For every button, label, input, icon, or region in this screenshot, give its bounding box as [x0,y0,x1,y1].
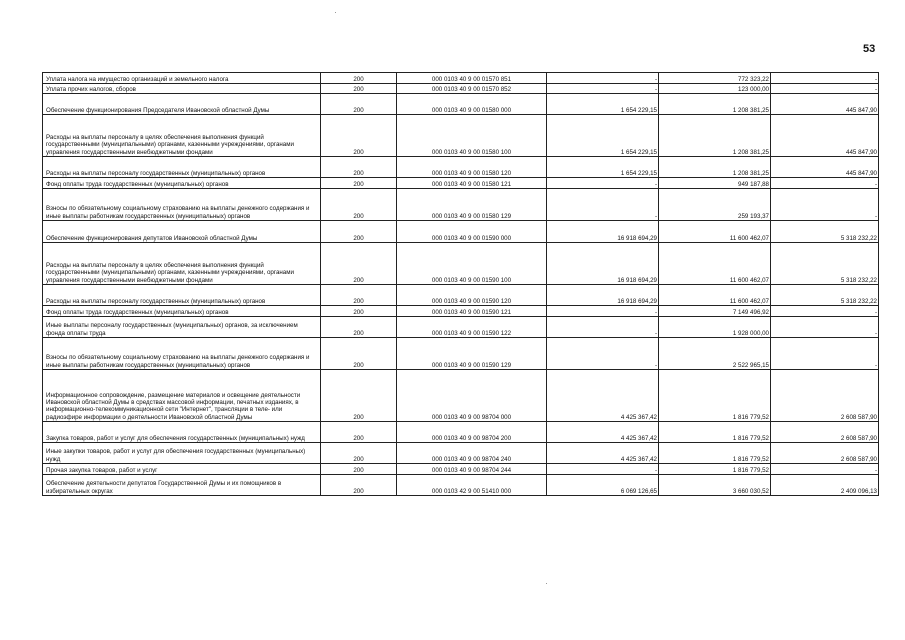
row-value-executed: 11 600 462,07 [659,285,771,306]
page-number: 53 [863,43,876,55]
row-value-unexecuted: - [771,178,879,189]
table-row [43,317,879,338]
row-value-approved: 16 918 694,29 [547,243,659,285]
row-value-executed: 2 522 965,15 [659,338,771,370]
row-budget-code: 000 0103 40 9 00 01590 129 [397,338,547,370]
row-budget-code: 000 0103 40 9 00 01580 120 [397,157,547,178]
row-budget-code: 000 0103 40 9 00 98704 000 [397,370,547,422]
table-row [43,422,879,443]
row-admin-code: 200 [321,189,397,221]
row-name: Расходы на выплаты персоналу в целях обеспечения выполнения функций государственными (муниципальными) органами, казенными учреждениями, органами управления государственными внебюджетными фондами [43,243,321,285]
row-value-unexecuted: - [771,84,879,94]
row-value-unexecuted: - [771,338,879,370]
row-name: Уплата налога на имущество организаций и земельного налога [43,73,321,84]
table-row [43,285,879,306]
row-value-executed: 772 323,22 [659,73,771,84]
row-name: Обеспечение функционирования Председателя Ивановской областной Думы [43,94,321,115]
row-value-unexecuted: 5 318 232,22 [771,243,879,285]
row-value-unexecuted: 2 409 096,13 [771,475,879,496]
row-value-executed: 11 600 462,07 [659,221,771,243]
table-row [43,443,879,464]
row-value-unexecuted: 2 608 587,90 [771,443,879,464]
row-value-unexecuted: 5 318 232,22 [771,221,879,243]
row-budget-code: 000 0103 40 9 00 01570 852 [397,84,547,94]
row-value-approved: 4 425 367,42 [547,443,659,464]
table-row [43,338,879,370]
row-budget-code: 000 0103 40 9 00 98704 244 [397,464,547,475]
row-value-executed: 1 816 779,52 [659,464,771,475]
table-row [43,221,879,243]
table-row [43,115,879,157]
row-admin-code: 200 [321,243,397,285]
row-value-unexecuted: - [771,189,879,221]
row-name: Взносы по обязательному социальному страхованию на выплаты денежного содержания и иные выплаты работникам государственных (муниципальных) органов [43,338,321,370]
row-value-executed: 1 208 381,25 [659,94,771,115]
row-budget-code: 000 0103 40 9 00 01580 129 [397,189,547,221]
row-value-unexecuted: 5 318 232,22 [771,285,879,306]
row-value-approved: 16 918 694,29 [547,285,659,306]
row-value-approved: 4 425 367,42 [547,370,659,422]
row-name: Прочая закупка товаров, работ и услуг [43,464,321,475]
row-admin-code: 200 [321,317,397,338]
table-row [43,306,879,317]
row-value-unexecuted: 445 847,90 [771,94,879,115]
table-row [43,73,879,84]
row-name: Расходы на выплаты персоналу государственных (муниципальных) органов [43,157,321,178]
row-value-approved: - [547,317,659,338]
row-budget-code: 000 0103 40 9 00 01580 000 [397,94,547,115]
row-value-unexecuted: 2 608 587,90 [771,422,879,443]
row-name: Информационное сопровождение, размещение материалов и освещение деятельности Ивановской областной Думы в средствах массовой информации, печатных изданиях, в информационно-телекоммуникационной сети "Интернет", трансляции в теле- или радиоэфире информации о деятельности Ивановской областной Думы [43,370,321,422]
row-value-executed: 1 816 779,52 [659,422,771,443]
table-row [43,189,879,221]
row-admin-code: 200 [321,178,397,189]
row-name: Фонд оплаты труда государственных (муниципальных) органов [43,306,321,317]
scan-speck [335,12,336,13]
row-value-approved: - [547,306,659,317]
row-budget-code: 000 0103 40 9 00 01590 122 [397,317,547,338]
row-name: Расходы на выплаты персоналу в целях обеспечения выполнения функций государственными (муниципальными) органами, казенными учреждениями, органами управления государственными внебюджетными фондами [43,115,321,157]
row-value-approved: - [547,464,659,475]
row-admin-code: 200 [321,84,397,94]
row-budget-code: 000 0103 40 9 00 01570 851 [397,73,547,84]
table-row [43,243,879,285]
row-value-executed: 7 149 496,92 [659,306,771,317]
budget-table [42,72,879,496]
scan-speck [546,583,547,584]
row-budget-code: 000 0103 40 9 00 01590 120 [397,285,547,306]
table-row [43,464,879,475]
row-name: Иные закупки товаров, работ и услуг для обеспечения государственных (муниципальных) нужд [43,443,321,464]
row-value-approved: - [547,73,659,84]
table-row [43,84,879,94]
row-value-executed: 949 187,88 [659,178,771,189]
row-value-approved: 16 918 694,29 [547,221,659,243]
table-row [43,178,879,189]
row-admin-code: 200 [321,306,397,317]
row-value-approved: 1 654 229,15 [547,157,659,178]
row-value-executed: 123 000,00 [659,84,771,94]
row-budget-code: 000 0103 40 9 00 98704 240 [397,443,547,464]
row-value-approved: 6 069 126,65 [547,475,659,496]
row-value-approved: - [547,84,659,94]
row-value-approved: 1 654 229,15 [547,115,659,157]
row-admin-code: 200 [321,157,397,178]
row-budget-code: 000 0103 40 9 00 01580 100 [397,115,547,157]
row-name: Фонд оплаты труда государственных (муниципальных) органов [43,178,321,189]
table-row [43,94,879,115]
row-value-unexecuted: - [771,73,879,84]
row-budget-code: 000 0103 42 9 00 51410 000 [397,475,547,496]
row-name: Обеспечение функционирования депутатов Ивановской областной Думы [43,221,321,243]
row-name: Закупка товаров, работ и услуг для обеспечения государственных (муниципальных) нужд [43,422,321,443]
row-value-approved: - [547,338,659,370]
row-budget-code: 000 0103 40 9 00 01580 121 [397,178,547,189]
row-value-unexecuted: 445 847,90 [771,115,879,157]
row-name: Расходы на выплаты персоналу государственных (муниципальных) органов [43,285,321,306]
row-value-approved: 1 654 229,15 [547,94,659,115]
row-admin-code: 200 [321,73,397,84]
row-admin-code: 200 [321,370,397,422]
row-admin-code: 200 [321,464,397,475]
row-value-unexecuted: - [771,317,879,338]
row-admin-code: 200 [321,94,397,115]
row-admin-code: 200 [321,338,397,370]
row-value-executed: 1 208 381,25 [659,157,771,178]
row-admin-code: 200 [321,443,397,464]
row-admin-code: 200 [321,115,397,157]
row-budget-code: 000 0103 40 9 00 01590 000 [397,221,547,243]
row-value-approved: - [547,178,659,189]
row-budget-code: 000 0103 40 9 00 01590 100 [397,243,547,285]
row-budget-code: 000 0103 40 9 00 98704 200 [397,422,547,443]
row-budget-code: 000 0103 40 9 00 01590 121 [397,306,547,317]
row-value-executed: 3 660 030,52 [659,475,771,496]
table-row [43,370,879,422]
row-value-executed: 1 928 000,00 [659,317,771,338]
table-row [43,157,879,178]
row-name: Взносы по обязательному социальному страхованию на выплаты денежного содержания и иные выплаты работникам государственных (муниципальных) органов [43,189,321,221]
row-value-unexecuted: 445 847,90 [771,157,879,178]
row-name: Обеспечение деятельности депутатов Государственной Думы и их помощников в избирательных округах [43,475,321,496]
row-name: Иные выплаты персоналу государственных (муниципальных) органов, за исключением фонда оплаты труда [43,317,321,338]
row-value-approved: - [547,189,659,221]
row-value-executed: 11 600 462,07 [659,243,771,285]
row-admin-code: 200 [321,285,397,306]
row-value-unexecuted: 2 608 587,90 [771,370,879,422]
row-value-executed: 259 193,37 [659,189,771,221]
row-value-unexecuted: - [771,306,879,317]
row-value-unexecuted: - [771,464,879,475]
row-admin-code: 200 [321,422,397,443]
row-value-executed: 1 816 779,52 [659,370,771,422]
row-name: Уплата прочих налогов, сборов [43,84,321,94]
row-value-executed: 1 208 381,25 [659,115,771,157]
table-row [43,475,879,496]
row-admin-code: 200 [321,475,397,496]
row-value-executed: 1 816 779,52 [659,443,771,464]
row-value-approved: 4 425 367,42 [547,422,659,443]
row-admin-code: 200 [321,221,397,243]
